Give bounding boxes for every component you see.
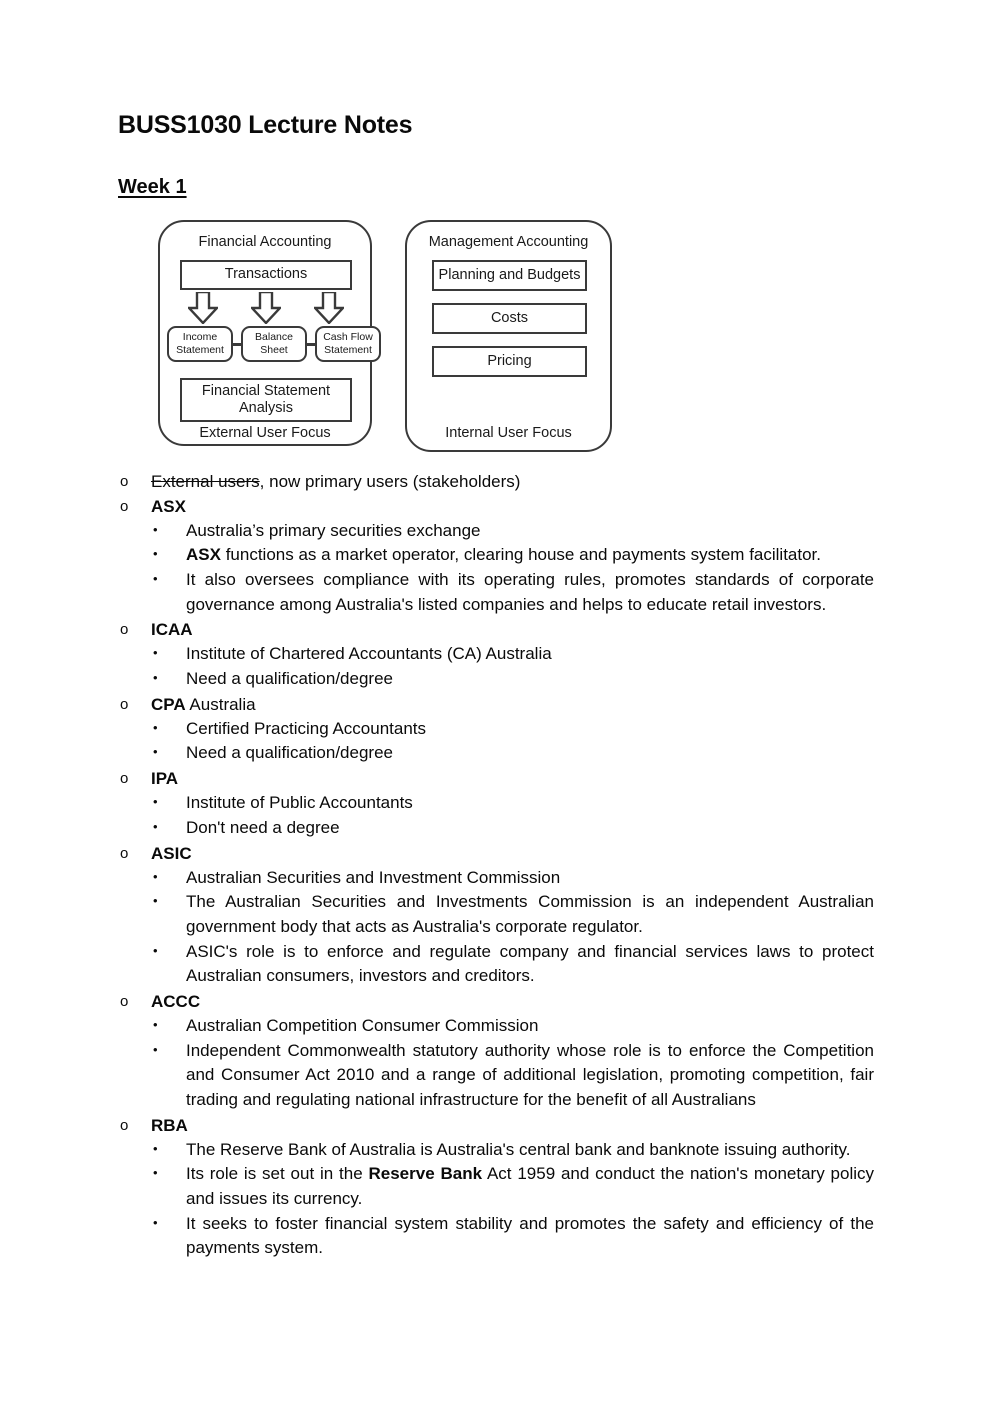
list-item (151, 866, 874, 891)
asic-sublist (151, 866, 874, 989)
list-item (118, 495, 874, 618)
list-item-text: functions as a market operator, clearing house and payments system facilitator. (220, 545, 821, 565)
list-item-text: Australian Competition Consumer Commission (186, 1015, 539, 1035)
cpa-heading-label: CPA (151, 694, 186, 714)
ipa-heading-label: IPA (151, 769, 179, 789)
balance-sheet-box: Balance Sheet (241, 326, 307, 362)
page-title: BUSS1030 Lecture Notes (118, 111, 413, 139)
bullet-marker-level2: • (153, 1041, 158, 1057)
bullet-marker-level1: o (120, 844, 129, 862)
list-item (151, 543, 874, 568)
management-accounting-heading: Management Accounting (428, 233, 589, 250)
page-content (118, 112, 874, 1262)
cpa-heading-suffix: Australia (185, 694, 256, 714)
list-item (118, 693, 874, 766)
accc-heading-label: ACCC (151, 991, 201, 1011)
list-item (118, 470, 874, 494)
list-item (151, 791, 874, 816)
notes-outline (118, 470, 874, 1261)
list-item-text: Australia’s primary securities exchange (186, 520, 481, 540)
list-item (151, 667, 874, 692)
list-item-text: It seeks to foster financial system stability and promotes the safety and efficiency of the payments system. (186, 1213, 874, 1258)
planning-and-budgets-box: Planning and Budgets (432, 260, 587, 291)
external-users-rest-text: , now primary users (stakeholders) (259, 471, 521, 491)
list-item (151, 816, 874, 841)
asx-heading-label: ASX (151, 496, 186, 516)
accounting-types-diagram (158, 220, 618, 452)
list-item (118, 990, 874, 1113)
list-item (151, 1014, 874, 1039)
internal-user-focus-label: Internal User Focus (445, 424, 572, 441)
asx-sublist (151, 519, 874, 618)
income-statement-box: Income Statement (167, 326, 233, 362)
icaa-heading-label: ICAA (151, 620, 193, 640)
list-item (151, 1138, 874, 1163)
list-item-text: Institute of Public Accountants (186, 793, 413, 813)
bullet-marker-level2: • (153, 942, 158, 958)
bullet-marker-level2: • (153, 1140, 158, 1156)
list-item-text: Need a qualification/degree (186, 743, 393, 763)
financial-statement-analysis-box: Financial Statement Analysis (180, 378, 352, 422)
list-item (151, 890, 874, 939)
list-item-text: It also oversees compliance with its operating rules, promotes standards of corporate governance among Australia's listed companies and helps to educate retail investors. (186, 570, 874, 614)
bullet-marker-level2: • (153, 670, 158, 686)
list-item-text: Don't need a degree (186, 817, 340, 837)
bullet-marker-level2: • (153, 868, 158, 884)
list-item-text-before: Its role is set out in the (186, 1164, 369, 1184)
list-item (151, 1039, 874, 1113)
asic-heading-label: ASIC (151, 843, 192, 863)
bullet-marker-level2: • (153, 893, 158, 909)
bullet-marker-level2: • (153, 645, 158, 661)
bullet-marker-level1: o (120, 621, 129, 639)
list-item (118, 842, 874, 989)
list-item (151, 519, 874, 544)
bullet-marker-level2: • (153, 1016, 158, 1032)
external-users-struck-text: External users (151, 471, 260, 491)
icaa-sublist (151, 642, 874, 691)
bullet-marker-level2: • (153, 1214, 158, 1230)
cpa-sublist (151, 717, 874, 766)
list-item-text: ASIC's role is to enforce and regulate company and financial services laws to protect Australian consumers, investors and creditors. (186, 941, 874, 986)
transactions-box: Transactions (180, 260, 352, 290)
list-item-text-after: Act 1959 and conduct the nation's monetary policy and issues its currency. (186, 1164, 874, 1208)
section-heading: Week 1 (118, 175, 187, 198)
list-item (151, 741, 874, 766)
bullet-marker-level1: o (120, 695, 129, 713)
arrow-down-balance-icon (251, 292, 281, 324)
reserve-bank-act-bold: Reserve Bank (368, 1164, 483, 1184)
list-item-text: The Australian Securities and Investments Commission is an independent Australian government body that acts as Australia's corporate regulator. (186, 892, 874, 936)
bullet-marker-level2: • (153, 794, 158, 810)
list-item (151, 1162, 874, 1211)
cash-flow-statement-box: Cash Flow Statement (315, 326, 381, 362)
bullet-marker-level1: o (120, 1116, 129, 1134)
bullet-marker-level2: • (153, 1165, 158, 1181)
external-user-focus-label: External User Focus (199, 424, 331, 441)
list-item-text: The Reserve Bank of Australia is Australia's central bank and banknote issuing authority. (186, 1139, 851, 1159)
bullet-marker-level2: • (153, 571, 158, 587)
list-item (151, 642, 874, 667)
pricing-box: Pricing (432, 346, 587, 377)
bullet-marker-level2: • (153, 546, 158, 562)
bullet-marker-level1: o (120, 472, 129, 490)
list-item (118, 767, 874, 840)
bullet-marker-level1: o (120, 497, 129, 515)
list-item-text: Institute of Chartered Accountants (CA) Australia (186, 644, 552, 664)
bullet-marker-level2: • (153, 521, 158, 537)
costs-box: Costs (432, 303, 587, 334)
list-item-bold-lead: ASX (186, 545, 221, 565)
list-item (151, 717, 874, 742)
accc-sublist (151, 1014, 874, 1113)
arrow-down-income-icon (188, 292, 218, 324)
bullet-marker-level2: • (153, 818, 158, 834)
list-item (151, 568, 874, 617)
list-item-text: Need a qualification/degree (186, 669, 393, 689)
rba-sublist (151, 1138, 874, 1261)
list-item-text: Certified Practicing Accountants (186, 718, 427, 738)
rba-heading-label: RBA (151, 1115, 188, 1135)
ipa-sublist (151, 791, 874, 840)
list-item (118, 1114, 874, 1261)
bullet-marker-level2: • (153, 719, 158, 735)
list-item (118, 618, 874, 691)
list-item (151, 1212, 874, 1261)
bullet-marker-level2: • (153, 744, 158, 760)
list-item-text: Australian Securities and Investment Commission (186, 867, 561, 887)
list-item (151, 940, 874, 989)
arrow-down-cashflow-icon (314, 292, 344, 324)
financial-accounting-heading: Financial Accounting (198, 233, 332, 250)
management-accounting-panel (405, 220, 612, 452)
bullet-marker-level1: o (120, 770, 129, 788)
bullet-marker-level1: o (120, 992, 129, 1010)
list-item-text: Independent Commonwealth statutory authority whose role is to enforce the Competition and Consumer Act 2010 and a range of additional legislation, promoting competition, fair trading and regulating national infrastructure for the benefit of all Australians (186, 1040, 874, 1109)
